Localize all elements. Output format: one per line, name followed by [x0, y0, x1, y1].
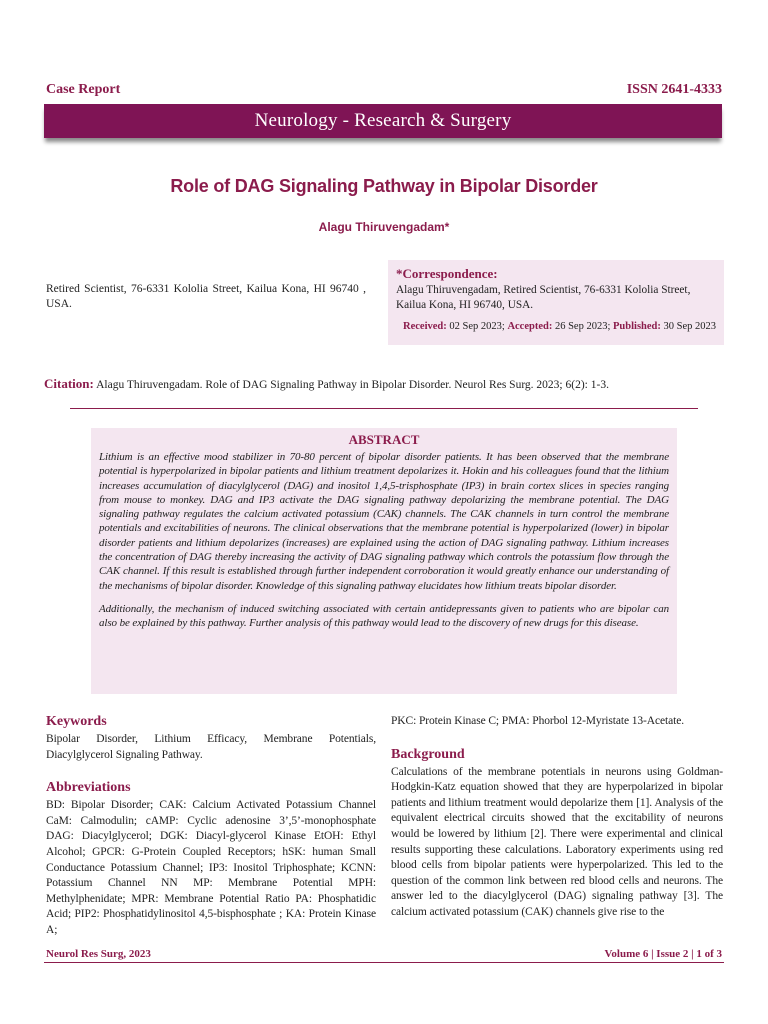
author-affiliation: Retired Scientist, 76-6331 Kololia Street, Kailua Kona, HI 96740 , USA.	[46, 283, 366, 310]
left-column	[46, 714, 376, 939]
keywords-heading: Keywords	[46, 714, 107, 729]
footer-journal: Neurol Res Surg, 2023	[46, 948, 151, 960]
article-type-label: Case Report	[46, 82, 121, 97]
paper-title: Role of DAG Signaling Pathway in Bipolar Disorder	[170, 176, 598, 196]
right-column	[391, 714, 723, 921]
accepted-date: 26 Sep 2023;	[552, 321, 614, 332]
citation	[44, 376, 734, 392]
abbreviations-text: BD: Bipolar Disorder; CAK: Calcium Activated Potassium Channel CaM: Calmodulin; cAMP: Cyclic adenosine 3’,5’-monophosphate DAG: Diacylglycerol; DGK: Diacyl-glycerol Kinase EtOH: Ethyl Alcohol; GPCR: G-Protein Coupled Receptors; hSK: human Small Conductance Potassium Channel; IP3: Inositol Triphosphate; KCNN: Potassium Channel NN MP: Membrane Potential MPH: Methylphenidate; MPR: Membrane Potential Ratio PA: Phosphatidic Acid; PIP2: Phosphatidylinositol 4,5-bisphosphate ; KA: Protein Kinase A;	[46, 799, 376, 936]
section-divider	[70, 408, 698, 409]
correspondence-box	[388, 260, 724, 345]
received-label: Received:	[403, 321, 447, 332]
abstract-title: ABSTRACT	[348, 432, 420, 447]
correspondence-address: Alagu Thiruvengadam, Retired Scientist, 76-6331 Kololia Street, Kailua Kona, HI 96740, USA.	[396, 284, 691, 311]
keywords-text: Bipolar Disorder, Lithium Efficacy, Membrane Potentials, Diacylglycerol Signaling Pathway.	[46, 733, 376, 761]
abbreviations-continued: PKC: Protein Kinase C; PMA: Phorbol 12-Myristate 13-Acetate.	[391, 715, 684, 727]
abstract-paragraph: Lithium is an effective mood stabilizer in 70-80 percent of bipolar disorder patients. It has been observed that the membrane potential is hyperpolarized in bipolar patients and lithium treatment depolarizes it. Hokin and his colleagues found that the lithium increases accumulation of diacylglycerol (DAG) and inositol 1,4,5-trisphosphate (IP3) in brain cortex slices in species ranging from mouse to monkey. DAG and IP3 activate the DAG signaling pathway depolarizing the membrane potential. The DAG signaling pathway regulates the calcium activated potassium (CAK) channels. The CAK channels in turn control the membrane potentials and excitabilities of neurons. The clinical observations that the membrane potential is hyperpolarized (lower) in bipolar disorder patients and lithium depolarizes (increases) are explained using the action of DAG signaling pathway. Lithium increases the concentration of DAG thereby increasing the activity of DAG signaling pathway which controls the potassium flow through the CAK channel. If this result is established through further independent corroboration it would greatly enhance our understanding of the mechanisms of bipolar disorder. Knowledge of this signaling pathway elucidates how lithium treats bipolar disorder.	[99, 451, 669, 592]
published-date: 30 Sep 2023	[660, 321, 716, 332]
abstract-box	[91, 428, 677, 694]
abbreviations-heading: Abbreviations	[46, 780, 131, 796]
issn-label: ISSN 2641-4333	[626, 82, 722, 97]
correspondence-title: *Correspondence:	[396, 266, 498, 281]
footer-divider	[44, 962, 724, 963]
citation-text: Alagu Thiruvengadam. Role of DAG Signaling Pathway in Bipolar Disorder. Neurol Res Surg. 2023; 6(2): 1-3.	[93, 379, 609, 391]
citation-label: Citation:	[44, 376, 94, 391]
background-text: Calculations of the membrane potentials in neurons using Goldman-Hodgkin-Katz equation showed that they are hyperpolarized in bipolar patients and lithium treatment would depolarize them [1]. Analysis of the equivalent electrical circuits showed that the excitability of neurons would be lowered by lithium [2]. There were experimental and clinical results supporting these calculations. Laboratory experiments using red blood cells from bipolar patients were hyperpolarized. This led to the question of the common link between red blood cells and neurons. The answer led to the diacylglycerol (DAG) signaling pathway [3]. The calcium activated potassium (CAK) channels give rise to the	[391, 765, 723, 918]
article-dates	[396, 321, 716, 332]
abstract-paragraph: Additionally, the mechanism of induced switching associated with certain antidepressants given to patients who are bipolar can also be explained by this pathway. Further analysis of this pathway would lead to the discovery of new drugs for this disease.	[99, 602, 669, 630]
accepted-label: Accepted:	[507, 321, 553, 332]
received-date: 02 Sep 2023;	[446, 321, 508, 332]
author-name[interactable]: Alagu Thiruvengadam*	[318, 220, 450, 234]
published-label: Published:	[613, 321, 661, 332]
journal-banner: Neurology - Research & Surgery	[44, 104, 722, 138]
footer-page-info: Volume 6 | Issue 2 | 1 of 3	[604, 948, 722, 960]
background-heading: Background	[391, 746, 465, 762]
